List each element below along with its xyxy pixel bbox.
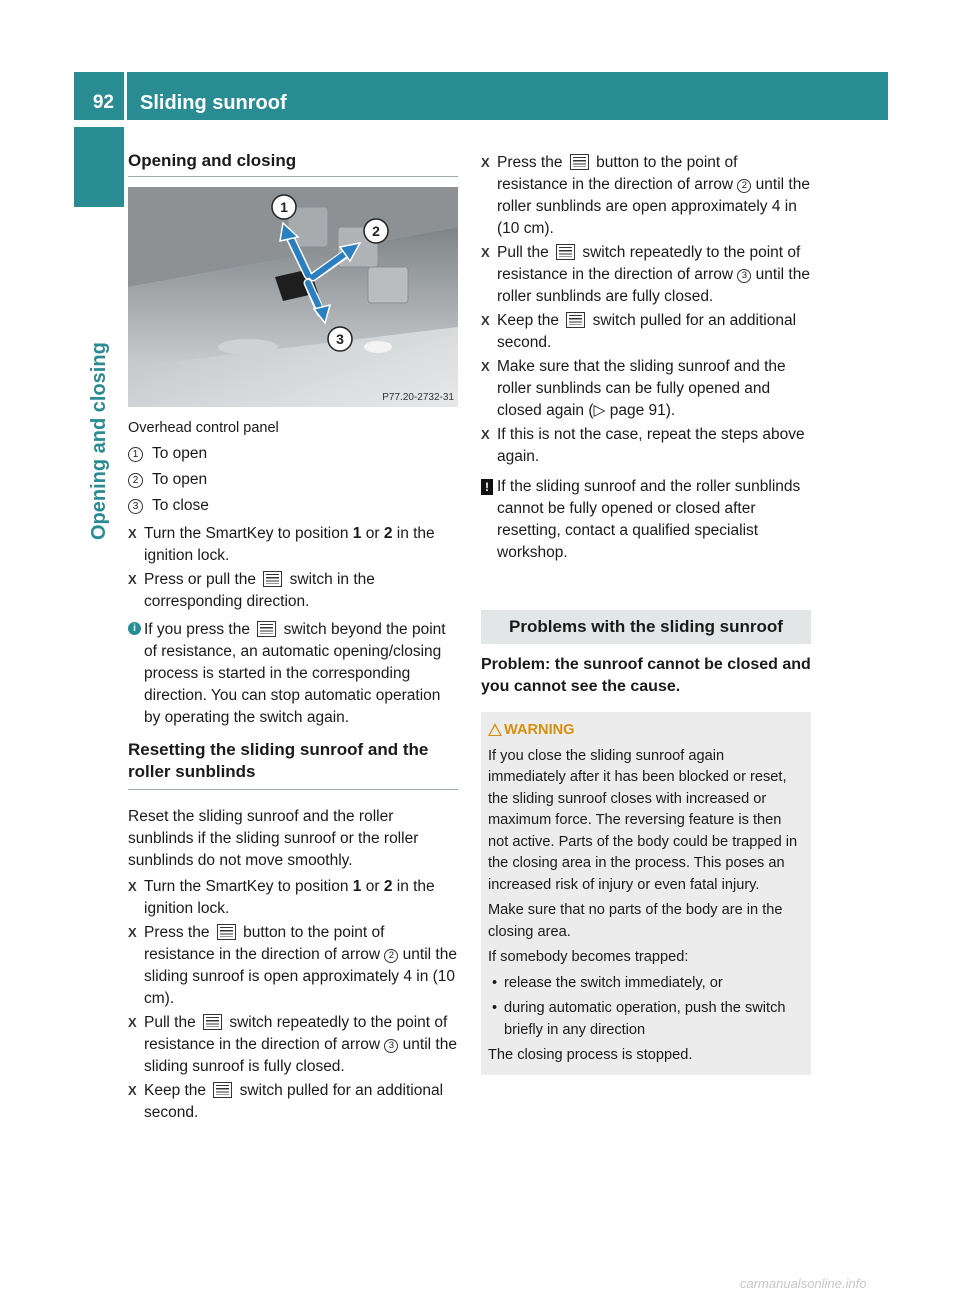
step-arrow-icon: X [481,313,490,328]
step-text: or [361,878,384,895]
warning-paragraph: The closing process is stopped. [488,1047,693,1063]
step-text: until the sliding sunroof is open approximately 4 in (10 cm). [144,946,457,1007]
instruction-step [481,424,811,468]
info-icon: i [128,622,141,635]
sunroof-switch-icon [570,154,589,170]
step-text: If this is not the case, repeat the steps above again. [497,426,805,465]
step-text: Press or pull the [144,571,261,588]
warning-title [488,720,803,742]
step-text: Press the [497,154,567,171]
step-text: Turn the SmartKey to position [144,525,353,542]
step-text: button to the point of resistance in the direction of arrow [144,924,385,963]
step-text: until the roller sunblinds are fully closed. [497,266,810,305]
warning-paragraph: Make sure that no parts of the body are in the closing area. [488,902,783,940]
overhead-panel-figure [128,187,458,407]
instruction-step [128,523,458,567]
legend-item [128,495,458,517]
side-tab-block [74,127,124,207]
legend-item [128,443,458,465]
sunroof-switch-icon [203,1014,222,1030]
step-text: switch pulled for an additional second. [144,1082,444,1121]
sunroof-switch-icon [213,1082,232,1098]
problems-section-title: Problems with the sliding sunroof [481,610,811,644]
page-number: 92 [74,72,124,120]
step-text: or [361,525,384,542]
position-number: 1 [352,525,362,542]
callout-2: 2 [372,223,380,239]
legend-number: 2 [128,473,143,488]
instruction-step [128,1080,458,1124]
instruction-step [128,876,458,920]
warning-bullet: • release the switch immediately, or [492,973,803,995]
step-arrow-icon: X [481,359,490,374]
step-text: switch repeatedly to the point of resistance in the direction of arrow [497,244,801,283]
figure-code: P77.20-2732-31 [382,392,454,403]
step-arrow-icon: X [128,572,137,587]
right-column [481,152,811,1075]
note-text: switch beyond the point of resistance, an automatic opening/closing process is started in the corresponding direction. You can stop automatic operation by operating the switch again. [144,621,446,726]
warning-label: WARNING [504,722,575,738]
step-arrow-icon: X [128,526,137,541]
step-text: until the roller sunblinds are open approximately 4 in (10 cm). [497,176,810,237]
info-note [128,619,458,729]
legend-number: 1 [128,447,143,462]
instruction-step [128,922,458,1010]
sunroof-switch-icon [263,571,282,587]
step-text: Keep the [144,1082,211,1099]
exclamation-icon: ! [481,479,493,495]
left-column [128,150,458,1126]
arrow-number: 2 [737,179,751,193]
page-title: Sliding sunroof [127,72,888,120]
warning-paragraph: If you close the sliding sunroof again immediately after it has been blocked or reset, the sliding sunroof closes with increased or maximum force. The reversing feature is then not active. Parts of the body could be trapped in the closing area in the process. This poses an increased risk of injury or even fatal injury. [488,747,798,893]
arrow-number: 3 [384,1039,398,1053]
step-text: button to the point of resistance in the direction of arrow [497,154,738,193]
reset-section-title: Resetting the sliding sunroof and the roller sunblinds [128,739,458,790]
warning-paragraph: If somebody becomes trapped: [488,949,689,965]
position-number: 1 [352,878,362,895]
arrow-number: 2 [384,949,398,963]
warning-triangle-icon [488,723,502,736]
step-arrow-icon: X [128,1015,137,1030]
legend-text: To open [152,445,208,462]
page-ref-arrow-icon: ▷ [593,402,606,419]
sunroof-switch-icon [566,312,585,328]
step-text: switch pulled for an additional second. [497,312,797,351]
callout-3: 3 [336,331,344,347]
step-text: in the ignition lock. [144,878,435,917]
step-arrow-icon: X [128,1083,137,1098]
step-text: until the sliding sunroof is fully closed. [144,1036,457,1075]
arrow-number: 3 [737,269,751,283]
instruction-step [128,1012,458,1078]
sunroof-switch-icon [556,244,575,260]
warning-box [481,712,811,1075]
watermark: carmanualsonline.info [740,1276,867,1291]
note-text: If you press the [144,621,255,638]
legend-item [128,469,458,491]
step-text: Make sure that the sliding sunroof and the roller sunblinds can be fully opened and closed again ( [497,358,786,419]
legend-text: To open [152,471,208,488]
sunroof-switch-icon [257,621,276,637]
legend-number: 3 [128,499,143,514]
instruction-step [481,356,811,422]
step-text: in the ignition lock. [144,525,435,564]
instruction-step [128,569,458,613]
caution-text: If the sliding sunroof and the roller sunblinds cannot be fully opened or closed after resetting, contact a qualified specialist workshop. [497,478,801,561]
step-arrow-icon: X [481,427,490,442]
figure-caption: Overhead control panel [128,420,279,436]
step-text: Pull the [144,1014,201,1031]
step-arrow-icon: X [481,155,490,170]
step-text: switch repeatedly to the point of resistance in the direction of arrow [144,1014,448,1053]
step-arrow-icon: X [128,879,137,894]
page-reference-link[interactable]: page 91). [605,402,676,419]
step-text: Turn the SmartKey to position [144,878,353,895]
side-tab-label: Opening and closing [88,342,110,540]
step-text: Keep the [497,312,564,329]
section-title: Opening and closing [128,150,458,177]
warning-bullet: • during automatic operation, push the switch briefly in any direction [492,998,803,1041]
step-text: Pull the [497,244,554,261]
position-number: 2 [383,525,393,542]
caution-note [481,476,811,564]
step-text: switch in the corresponding direction. [144,571,375,610]
overhead-panel-illustration [128,187,458,407]
problem-heading: Problem: the sunroof cannot be closed and you cannot see the cause. [481,656,811,695]
step-arrow-icon: X [128,925,137,940]
instruction-step [481,310,811,354]
sunroof-switch-icon [217,924,236,940]
step-arrow-icon: X [481,245,490,260]
reset-intro: Reset the sliding sunroof and the roller sunblinds if the sliding sunroof or the roller sunblinds do not move smoothly. [128,808,419,869]
legend-text: To close [152,497,209,514]
instruction-step [481,152,811,240]
instruction-step [481,242,811,308]
step-text: Press the [144,924,214,941]
position-number: 2 [383,878,393,895]
callout-1: 1 [280,199,288,215]
